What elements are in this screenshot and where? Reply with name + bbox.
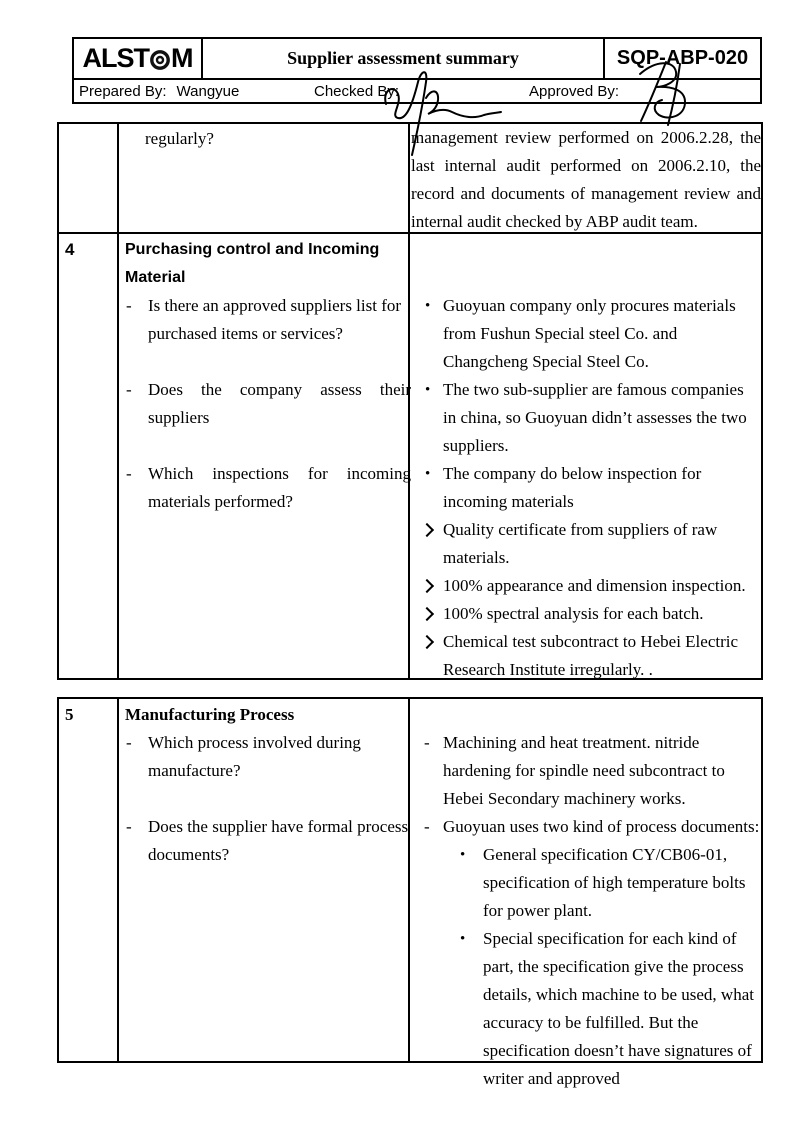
assessment-table-section-4 — [57, 122, 763, 680]
alstom-logo — [74, 39, 203, 78]
spacer — [125, 432, 411, 460]
section-heading: Manufacturing Process — [125, 705, 295, 724]
question-item: - Does the supplier have formal process documents? — [125, 813, 411, 869]
header-signoff-row — [74, 80, 760, 106]
prepared-by — [79, 83, 239, 100]
column-divider — [117, 699, 119, 1061]
answer-sub-item: • Special specification for each kind of part, the specification give the process details, which machine to be used, what accuracy to be fulfilled. But the specification doesn’t have signatures of writer and approved — [425, 925, 761, 1093]
prepared-by-value: Wangyue — [176, 83, 240, 100]
question-item: - Which process involved during manufacture? — [125, 729, 411, 785]
alstom-logo-text-left: ALST — [82, 43, 149, 73]
item-number: 4 — [65, 240, 75, 259]
header-table — [72, 37, 762, 104]
alstom-circle-o-icon — [148, 47, 172, 71]
question-item: - Which inspections for incoming materials performed? — [125, 460, 411, 516]
alstom-logo-text-right: M — [171, 43, 193, 73]
answer-item: • The two sub-supplier are famous companies in china, so Guoyuan didn’t assesses the two suppliers. — [425, 376, 761, 460]
document-code: SQP-ABP-020 — [616, 47, 749, 69]
spacer — [125, 785, 411, 813]
checked-by-label: Checked By: — [314, 83, 400, 100]
question-item: - Is there an approved suppliers list for purchased items or services? — [125, 292, 411, 348]
spacer — [125, 348, 411, 376]
assessment-table-section-5 — [57, 697, 763, 1088]
continuation-question-cell: regularly? — [145, 129, 214, 148]
answer-arrow-item: 100% spectral analysis for each batch. — [425, 600, 761, 628]
section-heading: Purchasing control and Incoming Material — [125, 241, 380, 286]
answer-arrow-item: Quality certificate from suppliers of raw materials. — [425, 516, 761, 572]
question-cell — [125, 701, 411, 869]
prepared-by-label: Prepared By: — [79, 83, 167, 100]
arrow-bullet-icon — [420, 579, 434, 593]
answer-sub-item: • General specification CY/CB06-01, specification of high temperature bolts for power plant. — [425, 841, 761, 925]
answer-arrow-item: 100% appearance and dimension inspection. — [425, 572, 761, 600]
arrow-bullet-icon — [420, 523, 434, 537]
answer-item: - Guoyuan uses two kind of process documents: — [425, 813, 761, 841]
answer-cell — [425, 729, 761, 1093]
item-number: 5 — [65, 705, 74, 724]
approved-by-label: Approved By: — [529, 83, 620, 100]
answer-item: - Machining and heat treatment. nitride hardening for spindle need subcontract to Hebei Secondary machinery works. — [425, 729, 761, 813]
answer-arrow-item: Chemical test subcontract to Hebei Electric Research Institute irregularly. . — [425, 628, 761, 684]
answer-item: • Guoyuan company only procures materials from Fushun Special steel Co. and Changcheng Special Steel Co. — [425, 292, 761, 376]
arrow-bullet-icon — [420, 635, 434, 649]
header-top-row — [74, 39, 760, 80]
answer-item: • The company do below inspection for incoming materials — [425, 460, 761, 516]
column-divider — [117, 124, 119, 678]
document-title: Supplier assessment summary — [203, 39, 605, 78]
continuation-answer-cell: management review performed on 2006.2.28, the last internal audit performed on 2006.2.10, the record and documents of management review and internal audit checked by ABP audit team. — [411, 128, 761, 231]
question-cell — [125, 236, 411, 516]
question-item: - Does the company assess their suppliers — [125, 376, 411, 432]
answer-cell — [425, 292, 761, 684]
arrow-bullet-icon — [420, 607, 434, 621]
